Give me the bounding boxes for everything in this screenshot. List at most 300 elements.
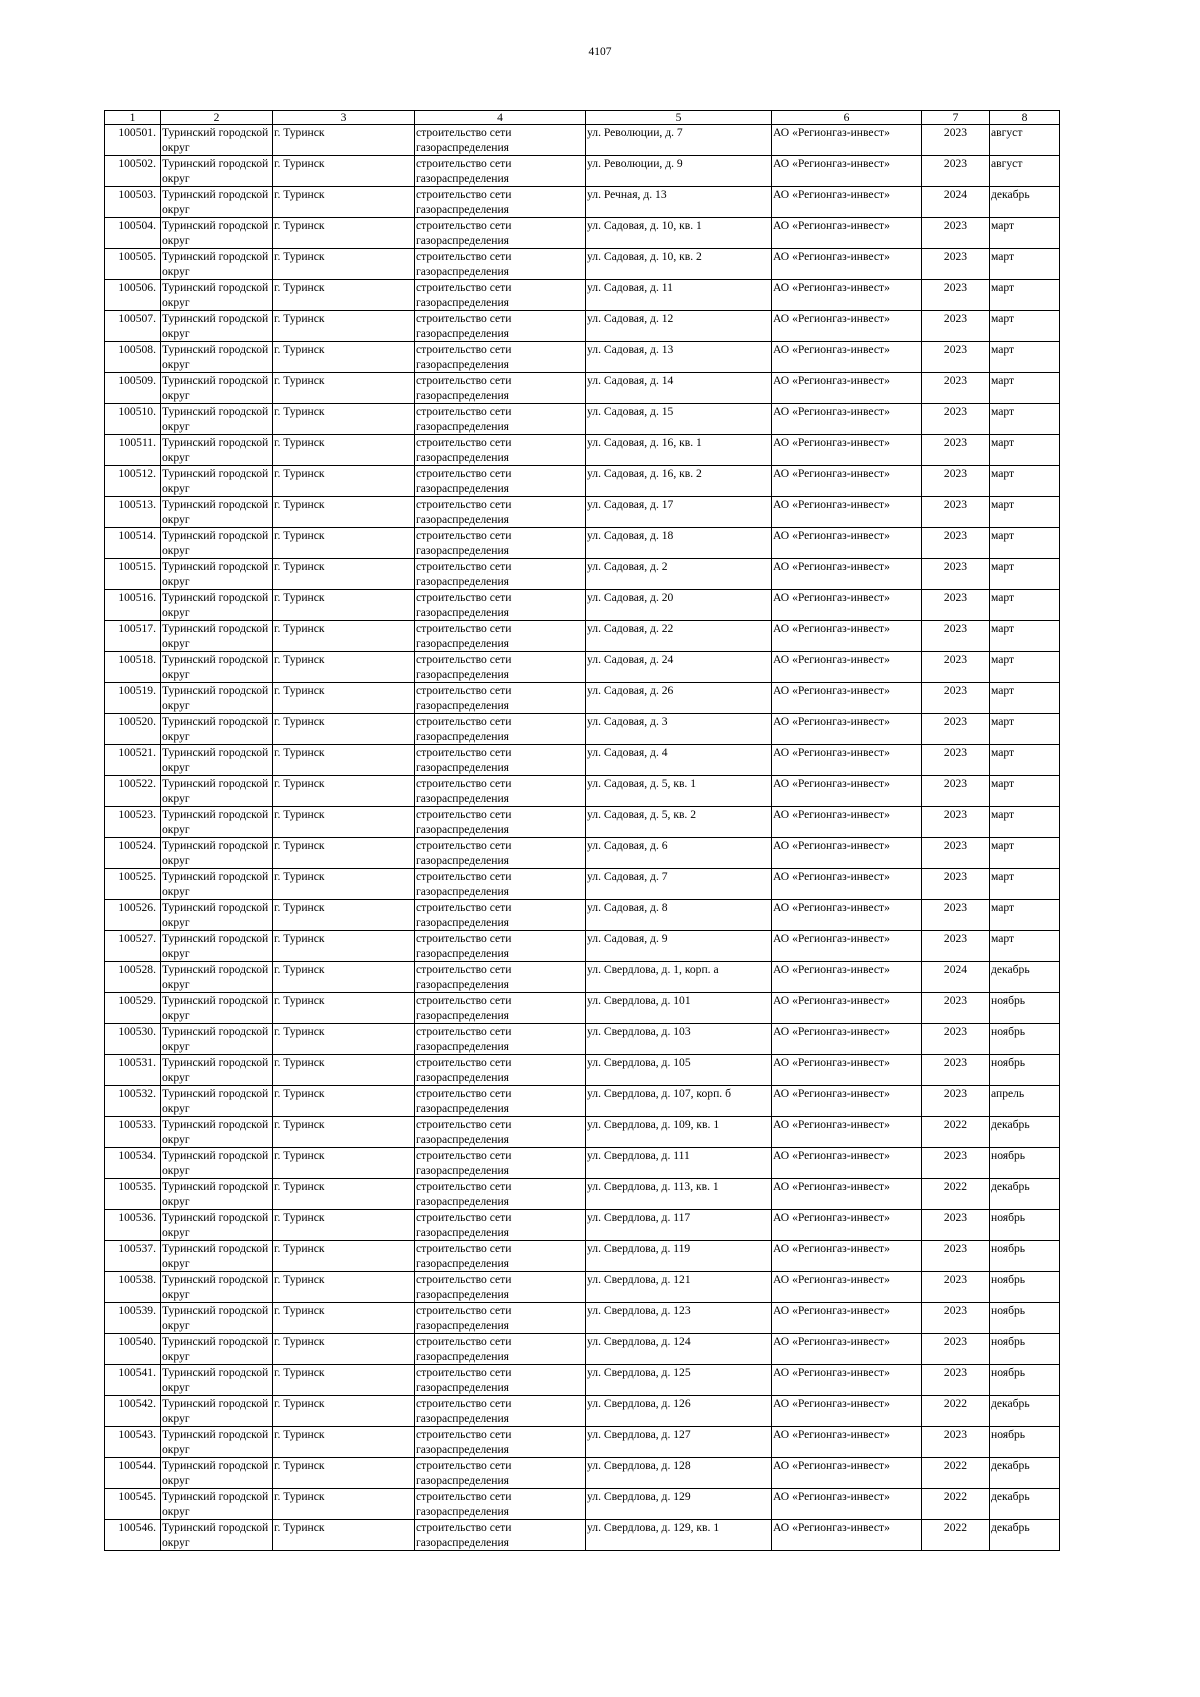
district-cell: Туринский городской округ [161,807,273,838]
locality-cell: г. Туринск [273,404,415,435]
row-number: 100531. [105,1055,161,1086]
address-cell: ул. Садовая, д. 7 [586,869,772,900]
table-row [105,714,1060,745]
district-cell: Туринский городской округ [161,1396,273,1427]
address-cell: ул. Свердлова, д. 129, кв. 1 [586,1520,772,1551]
year-cell: 2022 [922,1489,990,1520]
work-type-cell: строительство сети газораспределения [415,1427,586,1458]
district-cell: Туринский городской округ [161,1520,273,1551]
month-cell: ноябрь [990,1303,1060,1334]
table-row [105,1365,1060,1396]
row-number: 100502. [105,156,161,187]
table-row [105,435,1060,466]
district-cell: Туринский городской округ [161,714,273,745]
work-type-cell: строительство сети газораспределения [415,652,586,683]
year-cell: 2023 [922,497,990,528]
address-cell: ул. Садовая, д. 5, кв. 2 [586,807,772,838]
locality-cell: г. Туринск [273,1458,415,1489]
district-cell: Туринский городской округ [161,1055,273,1086]
work-type-cell: строительство сети газораспределения [415,590,586,621]
year-cell: 2023 [922,745,990,776]
district-cell: Туринский городской округ [161,590,273,621]
organization-cell: АО «Регионгаз-инвест» [772,435,922,466]
table-row [105,342,1060,373]
organization-cell: АО «Регионгаз-инвест» [772,497,922,528]
row-number: 100519. [105,683,161,714]
year-cell: 2023 [922,249,990,280]
row-number: 100521. [105,745,161,776]
year-cell: 2022 [922,1396,990,1427]
year-cell: 2023 [922,218,990,249]
table-row [105,528,1060,559]
organization-cell: АО «Регионгаз-инвест» [772,373,922,404]
locality-cell: г. Туринск [273,1024,415,1055]
table-row [105,1303,1060,1334]
header-col-3: 3 [273,111,415,125]
organization-cell: АО «Регионгаз-инвест» [772,1117,922,1148]
row-number: 100503. [105,187,161,218]
row-number: 100528. [105,962,161,993]
locality-cell: г. Туринск [273,156,415,187]
locality-cell: г. Туринск [273,1334,415,1365]
district-cell: Туринский городской округ [161,1086,273,1117]
locality-cell: г. Туринск [273,373,415,404]
table-row [105,1489,1060,1520]
row-number: 100517. [105,621,161,652]
address-cell: ул. Революции, д. 9 [586,156,772,187]
locality-cell: г. Туринск [273,559,415,590]
organization-cell: АО «Регионгаз-инвест» [772,1086,922,1117]
year-cell: 2023 [922,683,990,714]
district-cell: Туринский городской округ [161,776,273,807]
year-cell: 2023 [922,125,990,156]
work-type-cell: строительство сети газораспределения [415,900,586,931]
month-cell: март [990,497,1060,528]
year-cell: 2023 [922,311,990,342]
month-cell: март [990,807,1060,838]
year-cell: 2023 [922,435,990,466]
district-cell: Туринский городской округ [161,249,273,280]
work-type-cell: строительство сети газораспределения [415,993,586,1024]
table-row [105,559,1060,590]
district-cell: Туринский городской округ [161,1148,273,1179]
locality-cell: г. Туринск [273,776,415,807]
row-number: 100524. [105,838,161,869]
work-type-cell: строительство сети газораспределения [415,497,586,528]
gasification-table [104,110,1060,1551]
work-type-cell: строительство сети газораспределения [415,962,586,993]
organization-cell: АО «Регионгаз-инвест» [772,1148,922,1179]
locality-cell: г. Туринск [273,1210,415,1241]
month-cell: декабрь [990,1117,1060,1148]
organization-cell: АО «Регионгаз-инвест» [772,621,922,652]
address-cell: ул. Свердлова, д. 101 [586,993,772,1024]
locality-cell: г. Туринск [273,528,415,559]
address-cell: ул. Свердлова, д. 128 [586,1458,772,1489]
address-cell: ул. Садовая, д. 16, кв. 1 [586,435,772,466]
table-row [105,156,1060,187]
row-number: 100508. [105,342,161,373]
district-cell: Туринский городской округ [161,869,273,900]
month-cell: ноябрь [990,1241,1060,1272]
locality-cell: г. Туринск [273,1117,415,1148]
address-cell: ул. Речная, д. 13 [586,187,772,218]
month-cell: март [990,776,1060,807]
month-cell: март [990,652,1060,683]
row-number: 100520. [105,714,161,745]
organization-cell: АО «Регионгаз-инвест» [772,838,922,869]
row-number: 100540. [105,1334,161,1365]
locality-cell: г. Туринск [273,993,415,1024]
district-cell: Туринский городской округ [161,1024,273,1055]
row-number: 100542. [105,1396,161,1427]
month-cell: март [990,249,1060,280]
organization-cell: АО «Регионгаз-инвест» [772,931,922,962]
work-type-cell: строительство сети газораспределения [415,528,586,559]
work-type-cell: строительство сети газораспределения [415,621,586,652]
row-number: 100543. [105,1427,161,1458]
month-cell: август [990,125,1060,156]
district-cell: Туринский городской округ [161,156,273,187]
year-cell: 2023 [922,838,990,869]
table-row [105,1396,1060,1427]
address-cell: ул. Садовая, д. 12 [586,311,772,342]
row-number: 100523. [105,807,161,838]
organization-cell: АО «Регионгаз-инвест» [772,962,922,993]
table-row [105,1427,1060,1458]
row-number: 100534. [105,1148,161,1179]
row-number: 100544. [105,1458,161,1489]
address-cell: ул. Свердлова, д. 123 [586,1303,772,1334]
locality-cell: г. Туринск [273,1303,415,1334]
year-cell: 2023 [922,869,990,900]
organization-cell: АО «Регионгаз-инвест» [772,776,922,807]
district-cell: Туринский городской округ [161,497,273,528]
table-row [105,1210,1060,1241]
work-type-cell: строительство сети газораспределения [415,125,586,156]
table-row [105,652,1060,683]
table-row [105,373,1060,404]
district-cell: Туринский городской округ [161,342,273,373]
month-cell: март [990,342,1060,373]
address-cell: ул. Свердлова, д. 117 [586,1210,772,1241]
organization-cell: АО «Регионгаз-инвест» [772,1334,922,1365]
work-type-cell: строительство сети газораспределения [415,1303,586,1334]
month-cell: март [990,931,1060,962]
locality-cell: г. Туринск [273,218,415,249]
table-row [105,621,1060,652]
table-row [105,1024,1060,1055]
month-cell: ноябрь [990,1272,1060,1303]
locality-cell: г. Туринск [273,1241,415,1272]
address-cell: ул. Садовая, д. 13 [586,342,772,373]
address-cell: ул. Садовая, д. 15 [586,404,772,435]
work-type-cell: строительство сети газораспределения [415,1086,586,1117]
organization-cell: АО «Регионгаз-инвест» [772,404,922,435]
month-cell: ноябрь [990,1024,1060,1055]
table-row [105,125,1060,156]
row-number: 100515. [105,559,161,590]
year-cell: 2023 [922,156,990,187]
work-type-cell: строительство сети газораспределения [415,1210,586,1241]
table-row [105,1179,1060,1210]
month-cell: март [990,838,1060,869]
locality-cell: г. Туринск [273,1520,415,1551]
table-row [105,745,1060,776]
address-cell: ул. Садовая, д. 17 [586,497,772,528]
organization-cell: АО «Регионгаз-инвест» [772,1055,922,1086]
row-number: 100533. [105,1117,161,1148]
table-row [105,931,1060,962]
table-row [105,404,1060,435]
organization-cell: АО «Регионгаз-инвест» [772,1520,922,1551]
address-cell: ул. Садовая, д. 14 [586,373,772,404]
row-number: 100538. [105,1272,161,1303]
work-type-cell: строительство сети газораспределения [415,1489,586,1520]
work-type-cell: строительство сети газораспределения [415,373,586,404]
work-type-cell: строительство сети газораспределения [415,1365,586,1396]
table-row [105,497,1060,528]
district-cell: Туринский городской округ [161,1179,273,1210]
table-row [105,900,1060,931]
district-cell: Туринский городской округ [161,1303,273,1334]
organization-cell: АО «Регионгаз-инвест» [772,1427,922,1458]
locality-cell: г. Туринск [273,311,415,342]
address-cell: ул. Свердлова, д. 1, корп. а [586,962,772,993]
row-number: 100518. [105,652,161,683]
address-cell: ул. Садовая, д. 26 [586,683,772,714]
district-cell: Туринский городской округ [161,125,273,156]
month-cell: ноябрь [990,1055,1060,1086]
work-type-cell: строительство сети газораспределения [415,435,586,466]
address-cell: ул. Садовая, д. 10, кв. 1 [586,218,772,249]
work-type-cell: строительство сети газораспределения [415,311,586,342]
organization-cell: АО «Регионгаз-инвест» [772,869,922,900]
header-col-5: 5 [586,111,772,125]
work-type-cell: строительство сети газораспределения [415,1241,586,1272]
row-number: 100536. [105,1210,161,1241]
month-cell: март [990,590,1060,621]
year-cell: 2022 [922,1520,990,1551]
organization-cell: АО «Регионгаз-инвест» [772,466,922,497]
year-cell: 2023 [922,466,990,497]
district-cell: Туринский городской округ [161,1241,273,1272]
year-cell: 2023 [922,1334,990,1365]
table-row [105,993,1060,1024]
month-cell: ноябрь [990,1365,1060,1396]
organization-cell: АО «Регионгаз-инвест» [772,1241,922,1272]
organization-cell: АО «Регионгаз-инвест» [772,156,922,187]
month-cell: март [990,311,1060,342]
district-cell: Туринский городской округ [161,745,273,776]
address-cell: ул. Садовая, д. 5, кв. 1 [586,776,772,807]
address-cell: ул. Садовая, д. 22 [586,621,772,652]
row-number: 100532. [105,1086,161,1117]
year-cell: 2023 [922,1055,990,1086]
address-cell: ул. Свердлова, д. 129 [586,1489,772,1520]
work-type-cell: строительство сети газораспределения [415,1179,586,1210]
year-cell: 2023 [922,280,990,311]
table-row [105,311,1060,342]
year-cell: 2023 [922,528,990,559]
row-number: 100541. [105,1365,161,1396]
work-type-cell: строительство сети газораспределения [415,1334,586,1365]
address-cell: ул. Свердлова, д. 107, корп. б [586,1086,772,1117]
month-cell: март [990,559,1060,590]
organization-cell: АО «Регионгаз-инвест» [772,683,922,714]
organization-cell: АО «Регионгаз-инвест» [772,280,922,311]
address-cell: ул. Свердлова, д. 109, кв. 1 [586,1117,772,1148]
organization-cell: АО «Регионгаз-инвест» [772,1303,922,1334]
table-row [105,466,1060,497]
work-type-cell: строительство сети газораспределения [415,869,586,900]
month-cell: март [990,900,1060,931]
year-cell: 2023 [922,621,990,652]
year-cell: 2023 [922,931,990,962]
district-cell: Туринский городской округ [161,900,273,931]
work-type-cell: строительство сети газораспределения [415,187,586,218]
address-cell: ул. Садовая, д. 10, кв. 2 [586,249,772,280]
district-cell: Туринский городской округ [161,962,273,993]
locality-cell: г. Туринск [273,1365,415,1396]
row-number: 100529. [105,993,161,1024]
work-type-cell: строительство сети газораспределения [415,1458,586,1489]
year-cell: 2023 [922,1272,990,1303]
table-row [105,807,1060,838]
address-cell: ул. Свердлова, д. 105 [586,1055,772,1086]
work-type-cell: строительство сети газораспределения [415,466,586,497]
year-cell: 2023 [922,342,990,373]
locality-cell: г. Туринск [273,435,415,466]
header-col-8: 8 [990,111,1060,125]
organization-cell: АО «Регионгаз-инвест» [772,652,922,683]
header-row [105,111,1060,125]
organization-cell: АО «Регионгаз-инвест» [772,1210,922,1241]
month-cell: март [990,683,1060,714]
locality-cell: г. Туринск [273,1427,415,1458]
organization-cell: АО «Регионгаз-инвест» [772,714,922,745]
row-number: 100530. [105,1024,161,1055]
row-number: 100507. [105,311,161,342]
table-row [105,838,1060,869]
district-cell: Туринский городской округ [161,559,273,590]
locality-cell: г. Туринск [273,900,415,931]
month-cell: март [990,435,1060,466]
locality-cell: г. Туринск [273,838,415,869]
work-type-cell: строительство сети газораспределения [415,745,586,776]
district-cell: Туринский городской округ [161,993,273,1024]
work-type-cell: строительство сети газораспределения [415,1396,586,1427]
work-type-cell: строительство сети газораспределения [415,342,586,373]
month-cell: август [990,156,1060,187]
year-cell: 2023 [922,714,990,745]
address-cell: ул. Свердлова, д. 119 [586,1241,772,1272]
organization-cell: АО «Регионгаз-инвест» [772,311,922,342]
year-cell: 2023 [922,1024,990,1055]
row-number: 100535. [105,1179,161,1210]
work-type-cell: строительство сети газораспределения [415,1117,586,1148]
address-cell: ул. Садовая, д. 20 [586,590,772,621]
locality-cell: г. Туринск [273,652,415,683]
district-cell: Туринский городской округ [161,1427,273,1458]
district-cell: Туринский городской округ [161,218,273,249]
address-cell: ул. Садовая, д. 16, кв. 2 [586,466,772,497]
year-cell: 2023 [922,900,990,931]
district-cell: Туринский городской округ [161,683,273,714]
row-number: 100546. [105,1520,161,1551]
organization-cell: АО «Регионгаз-инвест» [772,1396,922,1427]
month-cell: ноябрь [990,1334,1060,1365]
locality-cell: г. Туринск [273,342,415,373]
header-col-4: 4 [415,111,586,125]
month-cell: март [990,745,1060,776]
district-cell: Туринский городской округ [161,1458,273,1489]
row-number: 100514. [105,528,161,559]
locality-cell: г. Туринск [273,125,415,156]
organization-cell: АО «Регионгаз-инвест» [772,187,922,218]
year-cell: 2023 [922,1427,990,1458]
organization-cell: АО «Регионгаз-инвест» [772,1179,922,1210]
month-cell: март [990,528,1060,559]
organization-cell: АО «Регионгаз-инвест» [772,993,922,1024]
table-row [105,1520,1060,1551]
work-type-cell: строительство сети газораспределения [415,838,586,869]
table-row [105,218,1060,249]
row-number: 100512. [105,466,161,497]
locality-cell: г. Туринск [273,621,415,652]
year-cell: 2023 [922,559,990,590]
row-number: 100525. [105,869,161,900]
table-row [105,869,1060,900]
locality-cell: г. Туринск [273,1396,415,1427]
year-cell: 2023 [922,776,990,807]
work-type-cell: строительство сети газораспределения [415,1272,586,1303]
address-cell: ул. Свердлова, д. 127 [586,1427,772,1458]
month-cell: март [990,218,1060,249]
organization-cell: АО «Регионгаз-инвест» [772,807,922,838]
address-cell: ул. Свердлова, д. 125 [586,1365,772,1396]
year-cell: 2023 [922,1365,990,1396]
table-row [105,962,1060,993]
address-cell: ул. Садовая, д. 8 [586,900,772,931]
address-cell: ул. Садовая, д. 18 [586,528,772,559]
locality-cell: г. Туринск [273,280,415,311]
address-cell: ул. Садовая, д. 9 [586,931,772,962]
address-cell: ул. Свердлова, д. 124 [586,1334,772,1365]
organization-cell: АО «Регионгаз-инвест» [772,125,922,156]
organization-cell: АО «Регионгаз-инвест» [772,745,922,776]
district-cell: Туринский городской округ [161,435,273,466]
organization-cell: АО «Регионгаз-инвест» [772,528,922,559]
table-header [105,111,1060,125]
table-row [105,1148,1060,1179]
row-number: 100545. [105,1489,161,1520]
row-number: 100522. [105,776,161,807]
month-cell: декабрь [990,1396,1060,1427]
district-cell: Туринский городской округ [161,1210,273,1241]
locality-cell: г. Туринск [273,714,415,745]
district-cell: Туринский городской округ [161,466,273,497]
header-col-2: 2 [161,111,273,125]
work-type-cell: строительство сети газораспределения [415,683,586,714]
year-cell: 2023 [922,404,990,435]
month-cell: март [990,466,1060,497]
locality-cell: г. Туринск [273,1148,415,1179]
row-number: 100501. [105,125,161,156]
year-cell: 2022 [922,1458,990,1489]
month-cell: ноябрь [990,1427,1060,1458]
header-col-6: 6 [772,111,922,125]
